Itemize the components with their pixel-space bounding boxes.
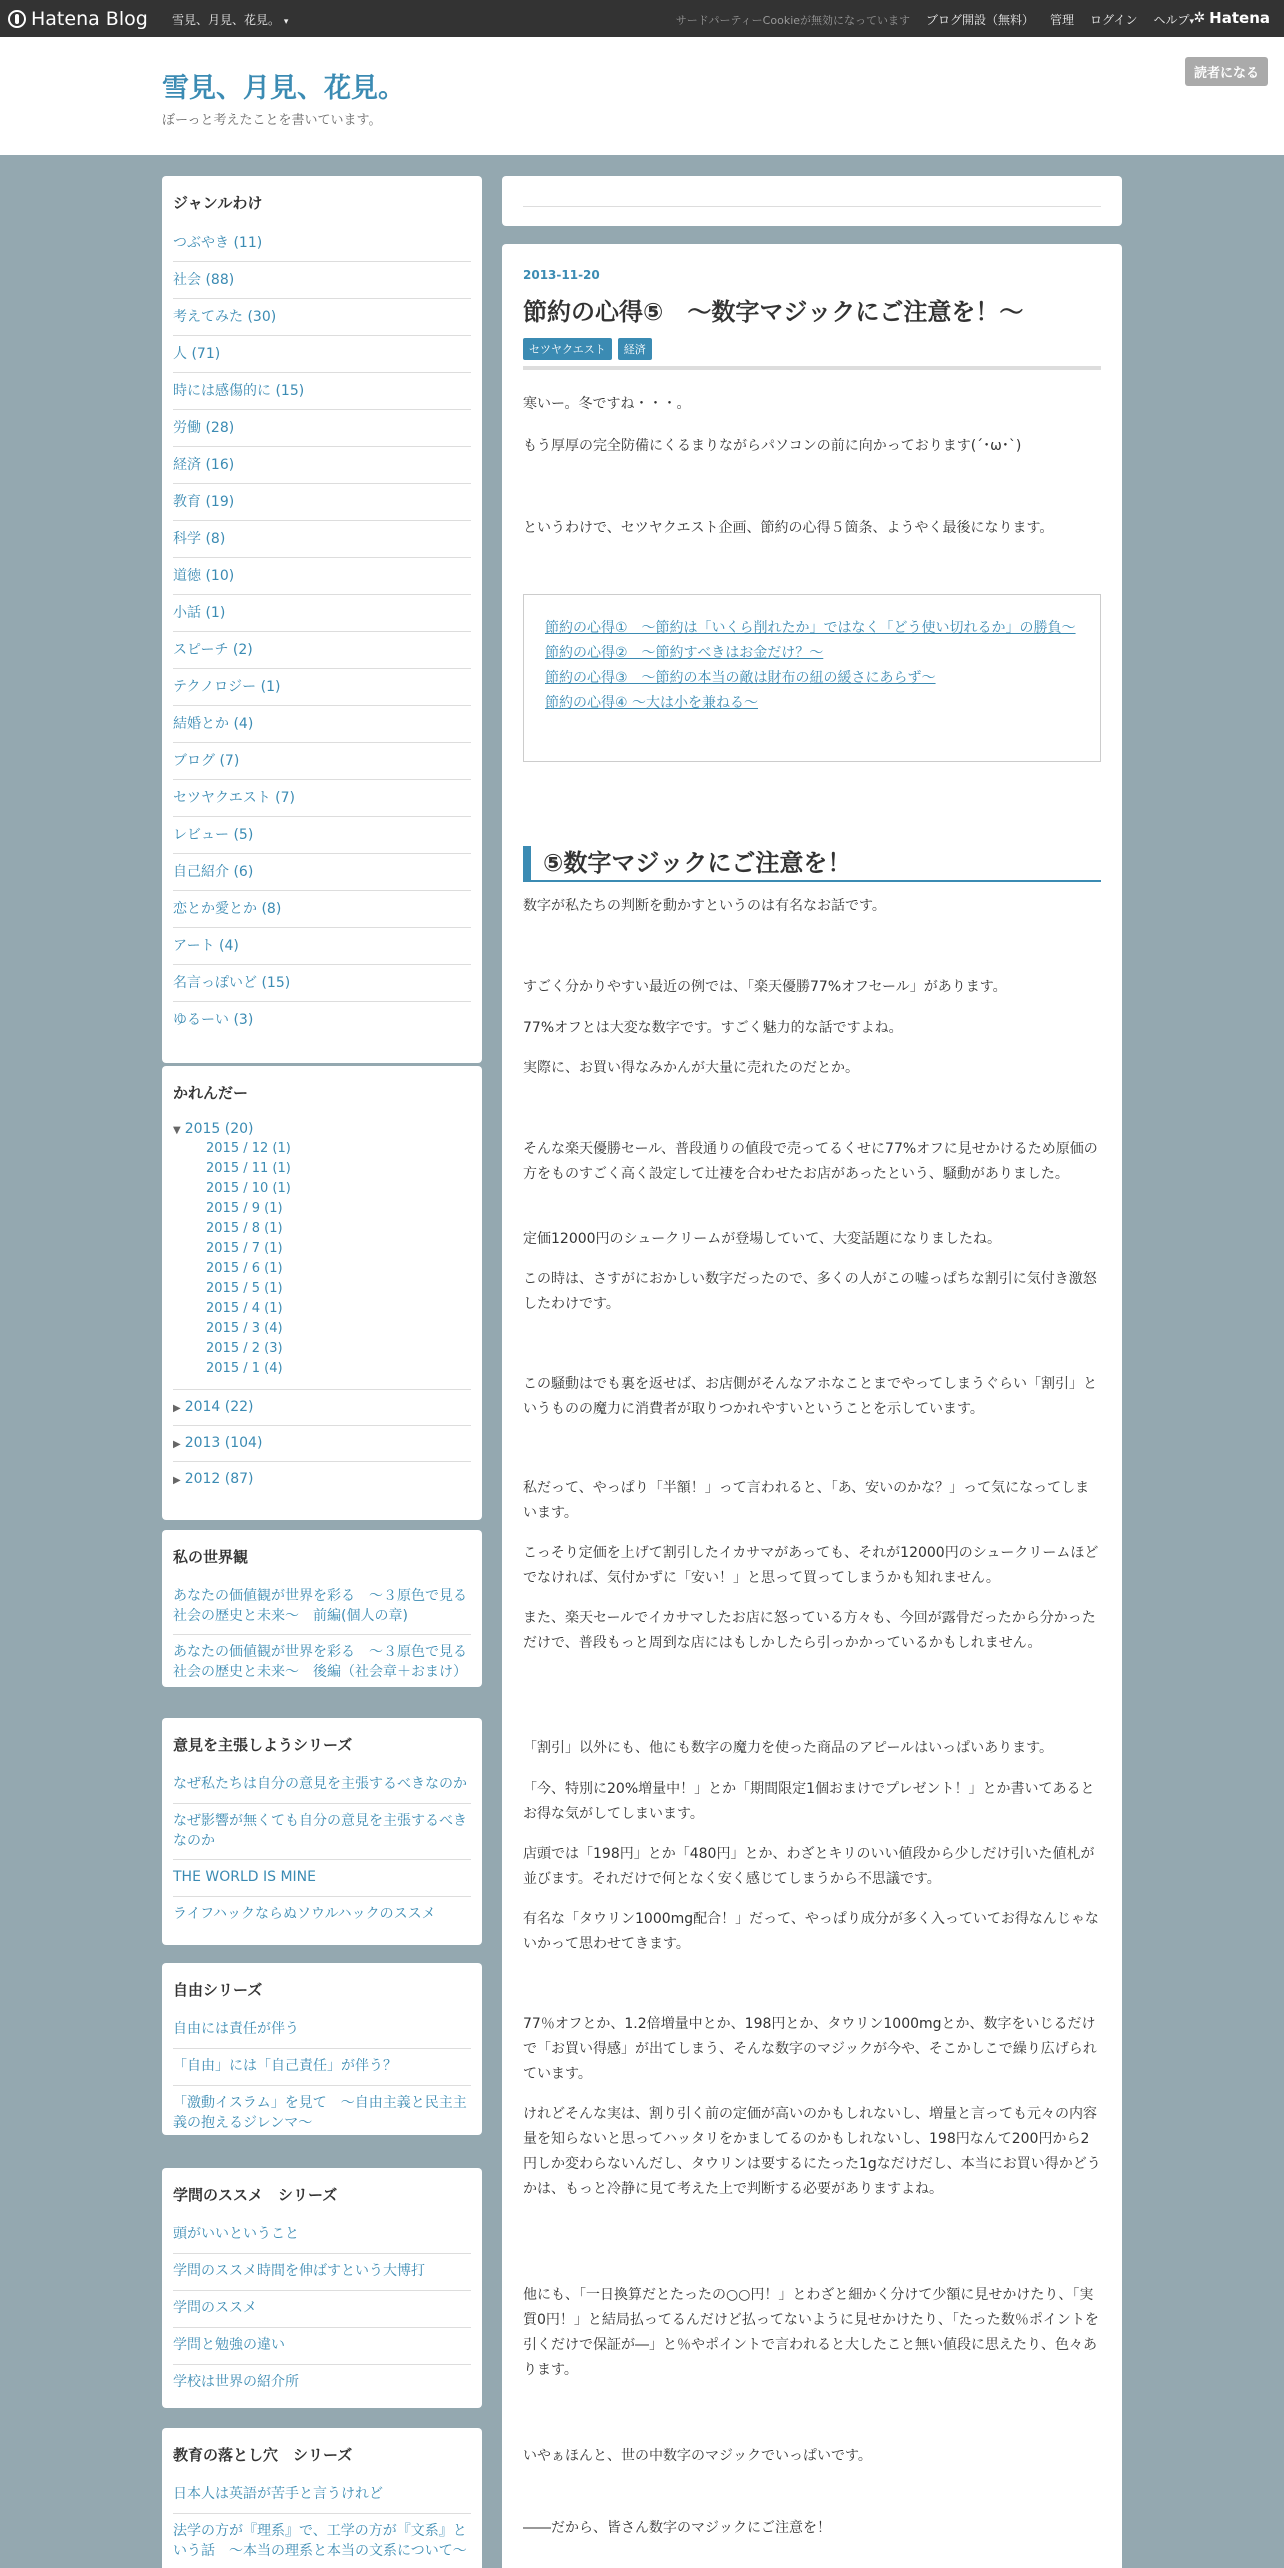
category-link[interactable]: 恋とか愛とか (8) — [173, 891, 471, 928]
paragraph: いやぁほんと、世の中数字のマジックでいっぱいです。 — [523, 2448, 872, 2464]
archive-month-link[interactable]: 2015 / 9 (1) — [206, 1201, 283, 1216]
title-divider — [523, 366, 1101, 370]
help-menu[interactable] — [1153, 11, 1194, 28]
article-tags — [523, 338, 652, 360]
paragraph: この騒動はでも裏を返せば、お店側がそんなアホなことまでやってしまうぐらい「割引」というものの魔力に消費者が取りつかれやすいということを示しています。 — [523, 1376, 1097, 1417]
sidebar-link[interactable]: なぜ影響が無くても自分の意見を主張するべきなのか — [173, 1804, 471, 1860]
archive-month-link[interactable]: 2015 / 11 (1) — [206, 1161, 291, 1176]
paragraph: 77%オフとは大変な数字です。すごく魅力的な話ですよね。 — [523, 1020, 903, 1036]
category-link[interactable]: 道徳 (10) — [173, 558, 471, 595]
paragraph: 数字が私たちの判断を動かすというのは有名なお話です。 — [523, 898, 886, 914]
cookie-notice: サードパーティーCookieが無効になっています — [675, 13, 911, 27]
hatena-brand[interactable] — [1193, 9, 1270, 27]
expanded-triangle-icon: ▼ — [173, 1125, 181, 1136]
archive-months — [173, 1139, 471, 1390]
help-label: ヘルプ — [1153, 13, 1190, 27]
paragraph: ――だから、皆さん数字のマジックにご注意を！ — [523, 2520, 831, 2536]
sidebar-link[interactable]: なぜ私たちは自分の意見を主張するべきなのか — [173, 1767, 471, 1804]
module-title: ジャンルわけ — [173, 194, 263, 212]
link-list — [173, 1579, 471, 1690]
archive-year[interactable] — [173, 1462, 471, 1497]
subscribe-button[interactable]: 読者になる — [1185, 57, 1268, 86]
archive-year[interactable] — [173, 1426, 471, 1462]
blog-title[interactable]: 雪見、月見、花見。 — [162, 73, 405, 104]
archive-month-link[interactable]: 2015 / 2 (3) — [206, 1341, 283, 1356]
paragraph: 定価12000円のシュークリームが登場していて、大変話題になりましたね。 — [523, 1231, 1001, 1247]
category-link[interactable]: テクノロジー (1) — [173, 669, 471, 706]
blog-description: ぼーっと考えたことを書いています。 — [162, 113, 382, 128]
sidebar-link[interactable]: THE WORLD IS MINE — [173, 1860, 471, 1897]
module-title: 学問のススメ シリーズ — [173, 2186, 338, 2204]
logo-text: Hatena Blog — [31, 8, 148, 30]
paragraph: 「今、特別に20%増量中！」とか「期間限定1個おまけでプレゼント！」とか書いてあるとお得な気がしてしまいます。 — [523, 1781, 1095, 1822]
category-link[interactable]: セツヤクエスト (7) — [173, 780, 471, 817]
category-link[interactable]: レビュー (5) — [173, 817, 471, 854]
archive-year-label: 2012 (87) — [184, 1471, 254, 1487]
archive-year-label: 2015 (20) — [184, 1121, 254, 1137]
series-link-box — [523, 594, 1101, 762]
series-link[interactable]: 節約の心得② ～節約すべきはお金だけ？～ — [545, 645, 824, 661]
category-link[interactable]: 社会 (88) — [173, 262, 471, 299]
collapsed-triangle-icon: ▶ — [173, 1475, 181, 1486]
archive-month-link[interactable]: 2015 / 3 (4) — [206, 1321, 283, 1336]
paragraph: 実際に、お買い得なみかんが大量に売れたのだとか。 — [523, 1060, 859, 1076]
hatena-blog-icon — [8, 10, 26, 28]
category-link[interactable]: 自己紹介 (6) — [173, 854, 471, 891]
divider — [523, 206, 1101, 207]
series-link[interactable]: 節約の心得③ ～節約の本当の敵は財布の紐の緩さにあらず～ — [545, 670, 936, 686]
category-link[interactable]: 結婚とか (4) — [173, 706, 471, 743]
archive-month-link[interactable]: 2015 / 4 (1) — [206, 1301, 283, 1316]
category-link[interactable]: ブログ (7) — [173, 743, 471, 780]
worldview-module — [162, 1530, 482, 1687]
module-title: かれんだー — [173, 1084, 249, 1102]
paragraph: というわけで、セツヤクエスト企画、節約の心得５箇条、ようやく最後になります。 — [523, 520, 1054, 536]
archive-year[interactable] — [173, 1390, 471, 1426]
sidebar-link[interactable]: 「激動イスラム」を見て ～自由主義と民主主義の抱えるジレンマ～ — [173, 2095, 467, 2131]
paragraph: 「割引」以外にも、他にも数字の魔力を使った商品のアピールはいっぱいあります。 — [523, 1740, 1054, 1756]
sidebar-link[interactable]: 頭がいいということ — [173, 2217, 471, 2254]
category-link[interactable]: 名言っぽいど (15) — [173, 965, 471, 1002]
caret-down-icon: ▾ — [1189, 17, 1194, 27]
category-link[interactable]: ゆるーい (3) — [173, 1012, 254, 1028]
article-title[interactable]: 節約の心得⑤ ～数字マジックにご注意を！～ — [523, 298, 1024, 326]
study-series-module — [162, 2168, 482, 2408]
link-list — [173, 1767, 471, 1933]
archive-closed-years — [173, 1390, 471, 1497]
paragraph: 有名な「タウリン1000mg配合！」だって、やっぱり成分が多く入っていてお得なんじゃないかって思わせてきます。 — [523, 1911, 1099, 1952]
category-tag[interactable]: セツヤクエスト — [523, 338, 612, 360]
hatena-brand-label: Hatena — [1209, 9, 1270, 27]
paragraph: けれどそんな実は、割り引く前の定価が高いのかもしれないし、増量と言っても元々の内容量を知らないと思ってハッタリをかましてるのかもしれないし、198円なんて200円から2円しか変わらないんだし、タウリンは要するにたった1gなだけだし、本当にお買い得かどうかは、もっと冷静に見て考えた上で判断する必要がありますよね。 — [523, 2106, 1101, 2197]
archive-month-link[interactable]: 2015 / 1 (4) — [206, 1361, 283, 1376]
category-tag[interactable]: 経済 — [618, 338, 652, 360]
hatena-blog-logo[interactable] — [8, 8, 148, 30]
paragraph: すごく分かりやすい最近の例では、「楽天優勝77%オフセール」があります。 — [523, 979, 1007, 995]
global-header — [0, 0, 1284, 37]
collapsed-triangle-icon: ▶ — [173, 1439, 181, 1450]
sidebar-link[interactable]: 学問のススメ時間を伸ばすという大博打 — [173, 2254, 471, 2291]
blog-switcher[interactable] — [172, 11, 288, 28]
blog-header — [0, 37, 1284, 155]
paragraph: 他にも、「一日換算だとたったの○○円！」とわざと細かく分けて少額に見せかけたり、「実質0円！」と結局払ってるんだけど払ってないように見せかけたり、「たった数％ポイントを引くだけで保証が―」と％やポイントで言われると大したこと無い値段に思えたり、色々あります。 — [523, 2287, 1099, 2378]
sidebar-link[interactable]: 自由には責任が伴う — [173, 2012, 471, 2049]
paragraph: もう厚厚の完全防備にくるまりながらパソコンの前に向かっております(´･ω･`) — [523, 438, 1022, 454]
archive-month-link[interactable]: 2015 / 6 (1) — [206, 1261, 283, 1276]
category-link[interactable]: つぶやき (11) — [173, 225, 471, 262]
category-link[interactable]: 考えてみた (30) — [173, 299, 471, 336]
article-date[interactable]: 2013-11-20 — [523, 268, 600, 282]
sidebar-link[interactable]: 学問と勉強の違い — [173, 2328, 471, 2365]
archive-month-link[interactable]: 2015 / 5 (1) — [206, 1281, 283, 1296]
category-link[interactable]: スピーチ (2) — [173, 632, 471, 669]
sidebar-link[interactable]: 学校は世界の紹介所 — [173, 2374, 299, 2390]
sidebar-link[interactable]: あなたの価値観が世界を彩る ～３原色で見る社会の歴史と未来～ 後編（社会章＋おまけ） — [173, 1644, 467, 1680]
category-link[interactable]: アート (4) — [173, 928, 471, 965]
article — [502, 244, 1122, 2568]
opinion-series-module — [162, 1718, 482, 1945]
sidebar-link[interactable]: 日本人は英語が苦手と言うけれど — [173, 2477, 471, 2514]
module-title: 意見を主張しようシリーズ — [173, 1736, 353, 1754]
paragraph: 私だって、やっぱり「半額！」って言われると、「あ、安いのかな？」って気になってしまいます。 — [523, 1480, 1090, 1521]
paragraph: この時は、さすがにおかしい数字だったので、多くの人がこの嘘っぱちな割引に気付き激怒したわけです。 — [523, 1271, 1097, 1312]
paragraph: 寒いー。冬ですね・・・。 — [523, 396, 691, 412]
archive-month-link[interactable]: 2015 / 7 (1) — [206, 1241, 283, 1256]
paragraph: そんな楽天優勝セール、普段通りの値段で売ってるくせに77%オフに見せかけるため原価の方をものすごく高く設定して辻褄を合わせたお店があったという、騒動がありました。 — [523, 1141, 1098, 1182]
series-link[interactable]: 節約の心得① ～節約は「いくら削れたか」ではなく「どう使い切れるか」の勝負～ — [545, 620, 1076, 636]
category-link[interactable]: 時には感傷的に (15) — [173, 373, 471, 410]
freedom-series-module — [162, 1963, 482, 2135]
archive-year-2015[interactable] — [173, 1115, 471, 1139]
sidebar-link[interactable]: ライフハックならぬソウルハックのススメ — [173, 1906, 436, 1922]
category-link[interactable]: 経済 (16) — [173, 447, 471, 484]
category-link[interactable]: 科学 (8) — [173, 521, 471, 558]
paragraph: 店頭では「198円」とか「480円」とか、わざとキリのいい値段から少しだけ引いた値札が並びます。それだけで何となく安く感じてしまうから不思議です。 — [523, 1846, 1095, 1887]
series-link[interactable]: 節約の心得④ ～大は小を兼ねる～ — [545, 695, 759, 711]
sidebar-link[interactable]: あなたの価値観が世界を彩る ～３原色で見る社会の歴史と未来～ 前編(個人の章) — [173, 1579, 471, 1635]
category-link[interactable]: 小話 (1) — [173, 595, 471, 632]
calendar-module — [162, 1066, 482, 1520]
start-blog-link[interactable]: ブログ開設（無料） — [926, 13, 1035, 27]
sidebar-link[interactable]: 「自由」には「自己責任」が伴う？ — [173, 2049, 471, 2086]
link-list — [173, 2012, 471, 2141]
login-link[interactable]: ログイン — [1090, 13, 1138, 27]
archive-year-label: 2013 (104) — [184, 1435, 263, 1451]
genre-module — [162, 176, 482, 1063]
top-ad-area — [502, 176, 1122, 226]
blog-switcher-label: 雪見、月見、花見。 — [172, 13, 281, 27]
category-link[interactable]: 人 (71) — [173, 336, 471, 373]
module-title: 教育の落とし穴 シリーズ — [173, 2446, 353, 2464]
link-list — [173, 2217, 471, 2401]
collapsed-triangle-icon: ▶ — [173, 1403, 181, 1414]
admin-link[interactable]: 管理 — [1050, 13, 1075, 27]
category-list — [173, 225, 471, 1038]
paragraph: 77％オフとか、1.2倍増量中とか、198円とか、タウリン1000mgとか、数字をいじるだけで「お買い得感」が出てしまう、そんな数字のマジックが今や、そこかしこで繰り広げられています。 — [523, 2016, 1097, 2082]
link-list — [173, 2477, 471, 2568]
section-heading: ⑤数字マジックにご注意を！ — [523, 846, 1101, 882]
caret-down-icon: ▾ — [283, 17, 289, 27]
module-title: 私の世界観 — [173, 1548, 249, 1566]
module-title: 自由シリーズ — [173, 1981, 263, 1999]
archive-year-label: 2014 (22) — [184, 1399, 254, 1415]
category-link[interactable]: 労働 (28) — [173, 410, 471, 447]
global-menu — [676, 11, 1194, 28]
paragraph: こっそり定価を上げて割引したイカサマがあっても、それが12000円のシュークリームほどでなければ、気付かずに「安い！」と思って買ってしまうかも知れません。 — [523, 1545, 1099, 1586]
archive-month-link[interactable]: 2015 / 12 (1) — [206, 1141, 291, 1156]
paragraph: また、楽天セールでイカサマしたお店に怒っている方々も、今回が露骨だったから分かっただけで、普段もっと周到な店にはもしかしたら引っかかっているかもしれません。 — [523, 1610, 1096, 1651]
archive-month-link[interactable]: 2015 / 8 (1) — [206, 1221, 283, 1236]
sidebar-link[interactable]: 法学の方が『理系』で、工学の方が『文系』という話 ～本当の理系と本当の文系について～ — [173, 2523, 467, 2559]
category-link[interactable]: 教育 (19) — [173, 484, 471, 521]
sidebar-link[interactable]: 学問のススメ — [173, 2291, 471, 2328]
hatena-star-icon: ✲ — [1193, 10, 1206, 26]
archive-month-link[interactable]: 2015 / 10 (1) — [206, 1181, 291, 1196]
education-series-module — [162, 2428, 482, 2568]
